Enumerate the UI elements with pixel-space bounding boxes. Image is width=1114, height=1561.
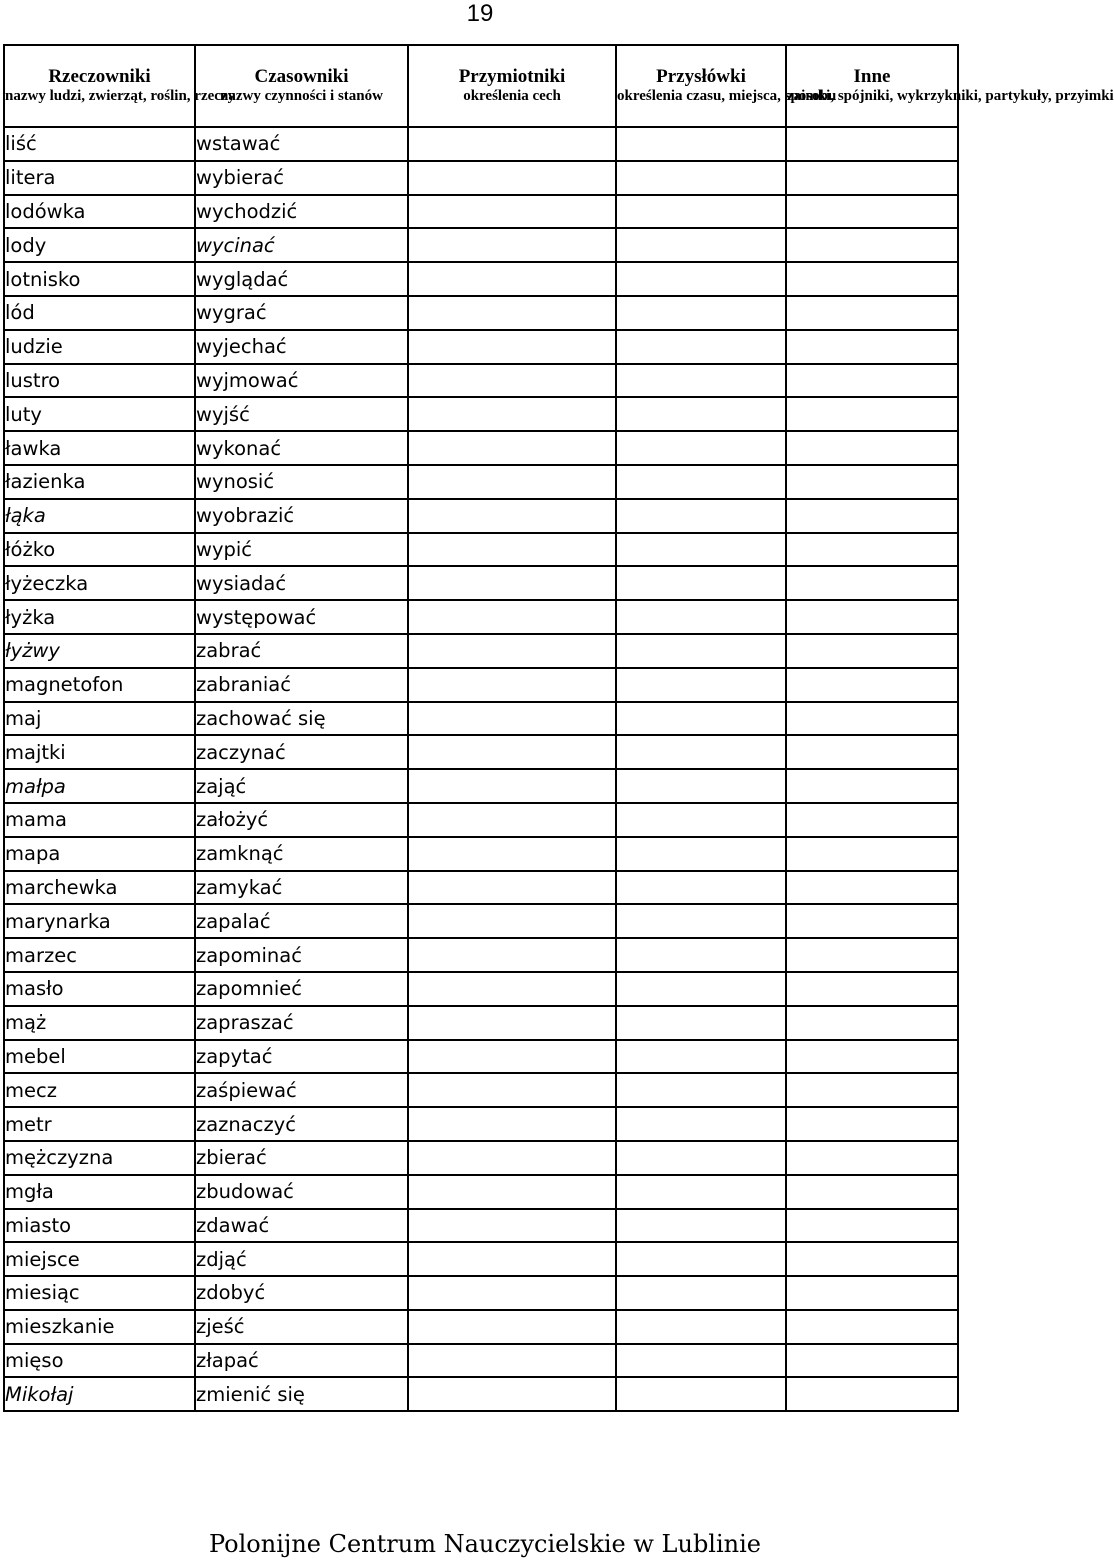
verb-cell: wyobrazić xyxy=(195,499,408,533)
empty-cell xyxy=(408,1073,616,1107)
verb-cell: zaczynać xyxy=(195,735,408,769)
empty-cell xyxy=(616,871,786,905)
empty-cell xyxy=(408,668,616,702)
header-nouns: Rzeczowniki nazwy ludzi, zwierząt, roślin, rzeczy xyxy=(4,45,195,127)
empty-cell xyxy=(408,499,616,533)
empty-cell xyxy=(786,161,958,195)
empty-cell xyxy=(616,1209,786,1243)
empty-cell xyxy=(786,634,958,668)
header-row xyxy=(4,45,958,127)
empty-cell xyxy=(786,1175,958,1209)
empty-cell xyxy=(408,1040,616,1074)
empty-cell xyxy=(616,1276,786,1310)
empty-cell xyxy=(616,634,786,668)
table-row xyxy=(4,228,958,262)
empty-cell xyxy=(408,803,616,837)
table-row xyxy=(4,1310,958,1344)
noun-cell: łóżko xyxy=(4,533,195,567)
empty-cell xyxy=(616,296,786,330)
empty-cell xyxy=(616,600,786,634)
empty-cell xyxy=(616,262,786,296)
empty-cell xyxy=(786,1107,958,1141)
empty-cell xyxy=(786,904,958,938)
table-row xyxy=(4,1344,958,1378)
empty-cell xyxy=(786,566,958,600)
empty-cell xyxy=(408,127,616,161)
noun-cell: metr xyxy=(4,1107,195,1141)
header-adjectives: Przymiotniki określenia cech xyxy=(408,45,616,127)
empty-cell xyxy=(408,1209,616,1243)
word-table xyxy=(3,44,1114,1412)
empty-cell xyxy=(408,904,616,938)
empty-cell xyxy=(408,397,616,431)
noun-cell: mgła xyxy=(4,1175,195,1209)
empty-cell xyxy=(408,228,616,262)
verb-cell: występować xyxy=(195,600,408,634)
empty-cell xyxy=(786,1209,958,1243)
table-row xyxy=(4,431,958,465)
noun-cell: masło xyxy=(4,972,195,1006)
noun-cell: mężczyzna xyxy=(4,1141,195,1175)
table-row xyxy=(4,465,958,499)
noun-cell: magnetofon xyxy=(4,668,195,702)
empty-cell xyxy=(786,431,958,465)
empty-cell xyxy=(616,127,786,161)
empty-cell xyxy=(408,330,616,364)
empty-cell xyxy=(786,127,958,161)
verb-cell: wychodzić xyxy=(195,195,408,229)
noun-cell: litera xyxy=(4,161,195,195)
verb-cell: zapominać xyxy=(195,938,408,972)
verb-cell: zapraszać xyxy=(195,1006,408,1040)
verb-cell: zachować się xyxy=(195,702,408,736)
empty-cell xyxy=(786,1242,958,1276)
empty-cell xyxy=(616,938,786,972)
empty-cell xyxy=(616,566,786,600)
empty-cell xyxy=(786,769,958,803)
verb-cell: zmienić się xyxy=(195,1377,408,1411)
empty-cell xyxy=(786,702,958,736)
noun-cell: łyżeczka xyxy=(4,566,195,600)
empty-cell xyxy=(786,1276,958,1310)
header-other: Inne zaimki, spójniki, wykrzykniki, partykuły, przyimki xyxy=(786,45,958,127)
empty-cell xyxy=(408,161,616,195)
table-row xyxy=(4,871,958,905)
page-number: 19 xyxy=(466,0,494,27)
empty-cell xyxy=(408,195,616,229)
empty-cell xyxy=(408,296,616,330)
empty-cell xyxy=(616,803,786,837)
empty-cell xyxy=(616,431,786,465)
verb-cell: zdjąć xyxy=(195,1242,408,1276)
empty-cell xyxy=(786,330,958,364)
empty-cell xyxy=(408,465,616,499)
empty-cell xyxy=(786,465,958,499)
empty-cell xyxy=(616,1310,786,1344)
table-row xyxy=(4,1107,958,1141)
empty-cell xyxy=(408,600,616,634)
table-row xyxy=(4,533,958,567)
noun-cell: majtki xyxy=(4,735,195,769)
noun-cell: ludzie xyxy=(4,330,195,364)
empty-cell xyxy=(616,161,786,195)
empty-cell xyxy=(616,1344,786,1378)
table-row xyxy=(4,1276,958,1310)
empty-cell xyxy=(786,1310,958,1344)
verb-cell: zaśpiewać xyxy=(195,1073,408,1107)
empty-cell xyxy=(408,634,616,668)
empty-cell xyxy=(616,397,786,431)
table-row xyxy=(4,702,958,736)
noun-cell: miesiąc xyxy=(4,1276,195,1310)
verb-cell: wypić xyxy=(195,533,408,567)
verb-cell: zapalać xyxy=(195,904,408,938)
empty-cell xyxy=(786,803,958,837)
noun-cell: ławka xyxy=(4,431,195,465)
empty-cell xyxy=(786,195,958,229)
empty-cell xyxy=(786,1073,958,1107)
table-row xyxy=(4,262,958,296)
noun-cell: mecz xyxy=(4,1073,195,1107)
noun-cell: mapa xyxy=(4,837,195,871)
verb-cell: wybierać xyxy=(195,161,408,195)
word-rows xyxy=(4,127,958,1411)
noun-cell: marchewka xyxy=(4,871,195,905)
verb-cell: zjeść xyxy=(195,1310,408,1344)
empty-cell xyxy=(616,533,786,567)
verb-cell: wysiadać xyxy=(195,566,408,600)
empty-cell xyxy=(408,431,616,465)
empty-cell xyxy=(408,1242,616,1276)
empty-cell xyxy=(616,1040,786,1074)
empty-cell xyxy=(786,871,958,905)
empty-cell xyxy=(616,195,786,229)
table-row xyxy=(4,195,958,229)
empty-cell xyxy=(408,972,616,1006)
empty-cell xyxy=(616,1073,786,1107)
empty-cell xyxy=(408,735,616,769)
verb-cell: wycinać xyxy=(195,228,408,262)
empty-cell xyxy=(786,837,958,871)
verb-cell: zająć xyxy=(195,769,408,803)
empty-cell xyxy=(408,533,616,567)
empty-cell xyxy=(616,330,786,364)
table-row xyxy=(4,668,958,702)
empty-cell xyxy=(786,1040,958,1074)
table-row xyxy=(4,803,958,837)
table-row xyxy=(4,330,958,364)
empty-cell xyxy=(616,1141,786,1175)
empty-cell xyxy=(408,1377,616,1411)
empty-cell xyxy=(408,1006,616,1040)
verb-cell: zbudować xyxy=(195,1175,408,1209)
verb-cell: zamknąć xyxy=(195,837,408,871)
noun-cell: łazienka xyxy=(4,465,195,499)
table-row xyxy=(4,1040,958,1074)
empty-cell xyxy=(786,499,958,533)
table-row xyxy=(4,600,958,634)
empty-cell xyxy=(616,499,786,533)
empty-cell xyxy=(616,668,786,702)
noun-cell: mebel xyxy=(4,1040,195,1074)
table-row xyxy=(4,161,958,195)
empty-cell xyxy=(408,702,616,736)
empty-cell xyxy=(616,1006,786,1040)
verb-cell: wygrać xyxy=(195,296,408,330)
noun-cell: Mikołaj xyxy=(4,1377,195,1411)
empty-cell xyxy=(786,228,958,262)
verb-cell: wyglądać xyxy=(195,262,408,296)
empty-cell xyxy=(408,364,616,398)
table-row xyxy=(4,127,958,161)
table-row xyxy=(4,1377,958,1411)
noun-cell: marynarka xyxy=(4,904,195,938)
table-row xyxy=(4,837,958,871)
noun-cell: lodówka xyxy=(4,195,195,229)
noun-cell: maj xyxy=(4,702,195,736)
table-row xyxy=(4,769,958,803)
verb-cell: zabrać xyxy=(195,634,408,668)
table-row xyxy=(4,397,958,431)
noun-cell: mąż xyxy=(4,1006,195,1040)
header-adverbs: Przysłówki określenia czasu, miejsca, sposobu xyxy=(616,45,786,127)
noun-cell: mięso xyxy=(4,1344,195,1378)
noun-cell: łąka xyxy=(4,499,195,533)
table-row xyxy=(4,634,958,668)
verb-cell: wstawać xyxy=(195,127,408,161)
empty-cell xyxy=(786,1141,958,1175)
empty-cell xyxy=(408,566,616,600)
table-row xyxy=(4,735,958,769)
noun-cell: mieszkanie xyxy=(4,1310,195,1344)
table-row xyxy=(4,938,958,972)
empty-cell xyxy=(616,1377,786,1411)
empty-cell xyxy=(786,1377,958,1411)
empty-cell xyxy=(786,1344,958,1378)
empty-cell xyxy=(408,262,616,296)
table-row xyxy=(4,566,958,600)
empty-cell xyxy=(616,228,786,262)
verb-cell: wyjść xyxy=(195,397,408,431)
empty-cell xyxy=(408,1310,616,1344)
table-row xyxy=(4,904,958,938)
table-row xyxy=(4,972,958,1006)
empty-cell xyxy=(616,972,786,1006)
empty-cell xyxy=(616,364,786,398)
empty-cell xyxy=(616,465,786,499)
empty-cell xyxy=(408,938,616,972)
empty-cell xyxy=(408,1175,616,1209)
verb-cell: wykonać xyxy=(195,431,408,465)
noun-cell: luty xyxy=(4,397,195,431)
empty-cell xyxy=(786,533,958,567)
noun-cell: łyżwy xyxy=(4,634,195,668)
noun-cell: marzec xyxy=(4,938,195,972)
table-row xyxy=(4,1175,958,1209)
verb-cell: zaznaczyć xyxy=(195,1107,408,1141)
noun-cell: łyżka xyxy=(4,600,195,634)
verb-cell: złapać xyxy=(195,1344,408,1378)
table-row xyxy=(4,1073,958,1107)
table-row xyxy=(4,364,958,398)
verb-cell: zabraniać xyxy=(195,668,408,702)
table-row xyxy=(4,1006,958,1040)
noun-cell: mama xyxy=(4,803,195,837)
noun-cell: miejsce xyxy=(4,1242,195,1276)
verb-cell: zapomnieć xyxy=(195,972,408,1006)
empty-cell xyxy=(408,871,616,905)
header-verbs: Czasowniki nazwy czynności i stanów xyxy=(195,45,408,127)
empty-cell xyxy=(616,837,786,871)
table-row xyxy=(4,499,958,533)
noun-cell: lotnisko xyxy=(4,262,195,296)
noun-cell: miasto xyxy=(4,1209,195,1243)
empty-cell xyxy=(616,702,786,736)
noun-cell: lustro xyxy=(4,364,195,398)
table-row xyxy=(4,1242,958,1276)
empty-cell xyxy=(408,837,616,871)
verb-cell: założyć xyxy=(195,803,408,837)
empty-cell xyxy=(786,364,958,398)
empty-cell xyxy=(786,296,958,330)
table-row xyxy=(4,1141,958,1175)
table-row xyxy=(4,296,958,330)
empty-cell xyxy=(786,262,958,296)
empty-cell xyxy=(786,735,958,769)
verb-cell: wynosić xyxy=(195,465,408,499)
empty-cell xyxy=(408,1107,616,1141)
empty-cell xyxy=(786,668,958,702)
empty-cell xyxy=(616,904,786,938)
verb-cell: wyjechać xyxy=(195,330,408,364)
empty-cell xyxy=(786,938,958,972)
footer: Polonijne Centrum Nauczycielskie w Lublinie xyxy=(209,1530,761,1558)
empty-cell xyxy=(616,735,786,769)
verb-cell: zdawać xyxy=(195,1209,408,1243)
empty-cell xyxy=(616,1175,786,1209)
empty-cell xyxy=(408,769,616,803)
verb-cell: zamykać xyxy=(195,871,408,905)
empty-cell xyxy=(408,1344,616,1378)
noun-cell: lody xyxy=(4,228,195,262)
verb-cell: zapytać xyxy=(195,1040,408,1074)
noun-cell: lód xyxy=(4,296,195,330)
empty-cell xyxy=(786,972,958,1006)
table-row xyxy=(4,1209,958,1243)
verb-cell: wyjmować xyxy=(195,364,408,398)
empty-cell xyxy=(786,600,958,634)
verb-cell: zbierać xyxy=(195,1141,408,1175)
empty-cell xyxy=(616,1242,786,1276)
empty-cell xyxy=(786,1006,958,1040)
noun-cell: liść xyxy=(4,127,195,161)
verb-cell: zdobyć xyxy=(195,1276,408,1310)
empty-cell xyxy=(786,397,958,431)
empty-cell xyxy=(408,1141,616,1175)
empty-cell xyxy=(616,1107,786,1141)
noun-cell: małpa xyxy=(4,769,195,803)
empty-cell xyxy=(616,769,786,803)
empty-cell xyxy=(408,1276,616,1310)
